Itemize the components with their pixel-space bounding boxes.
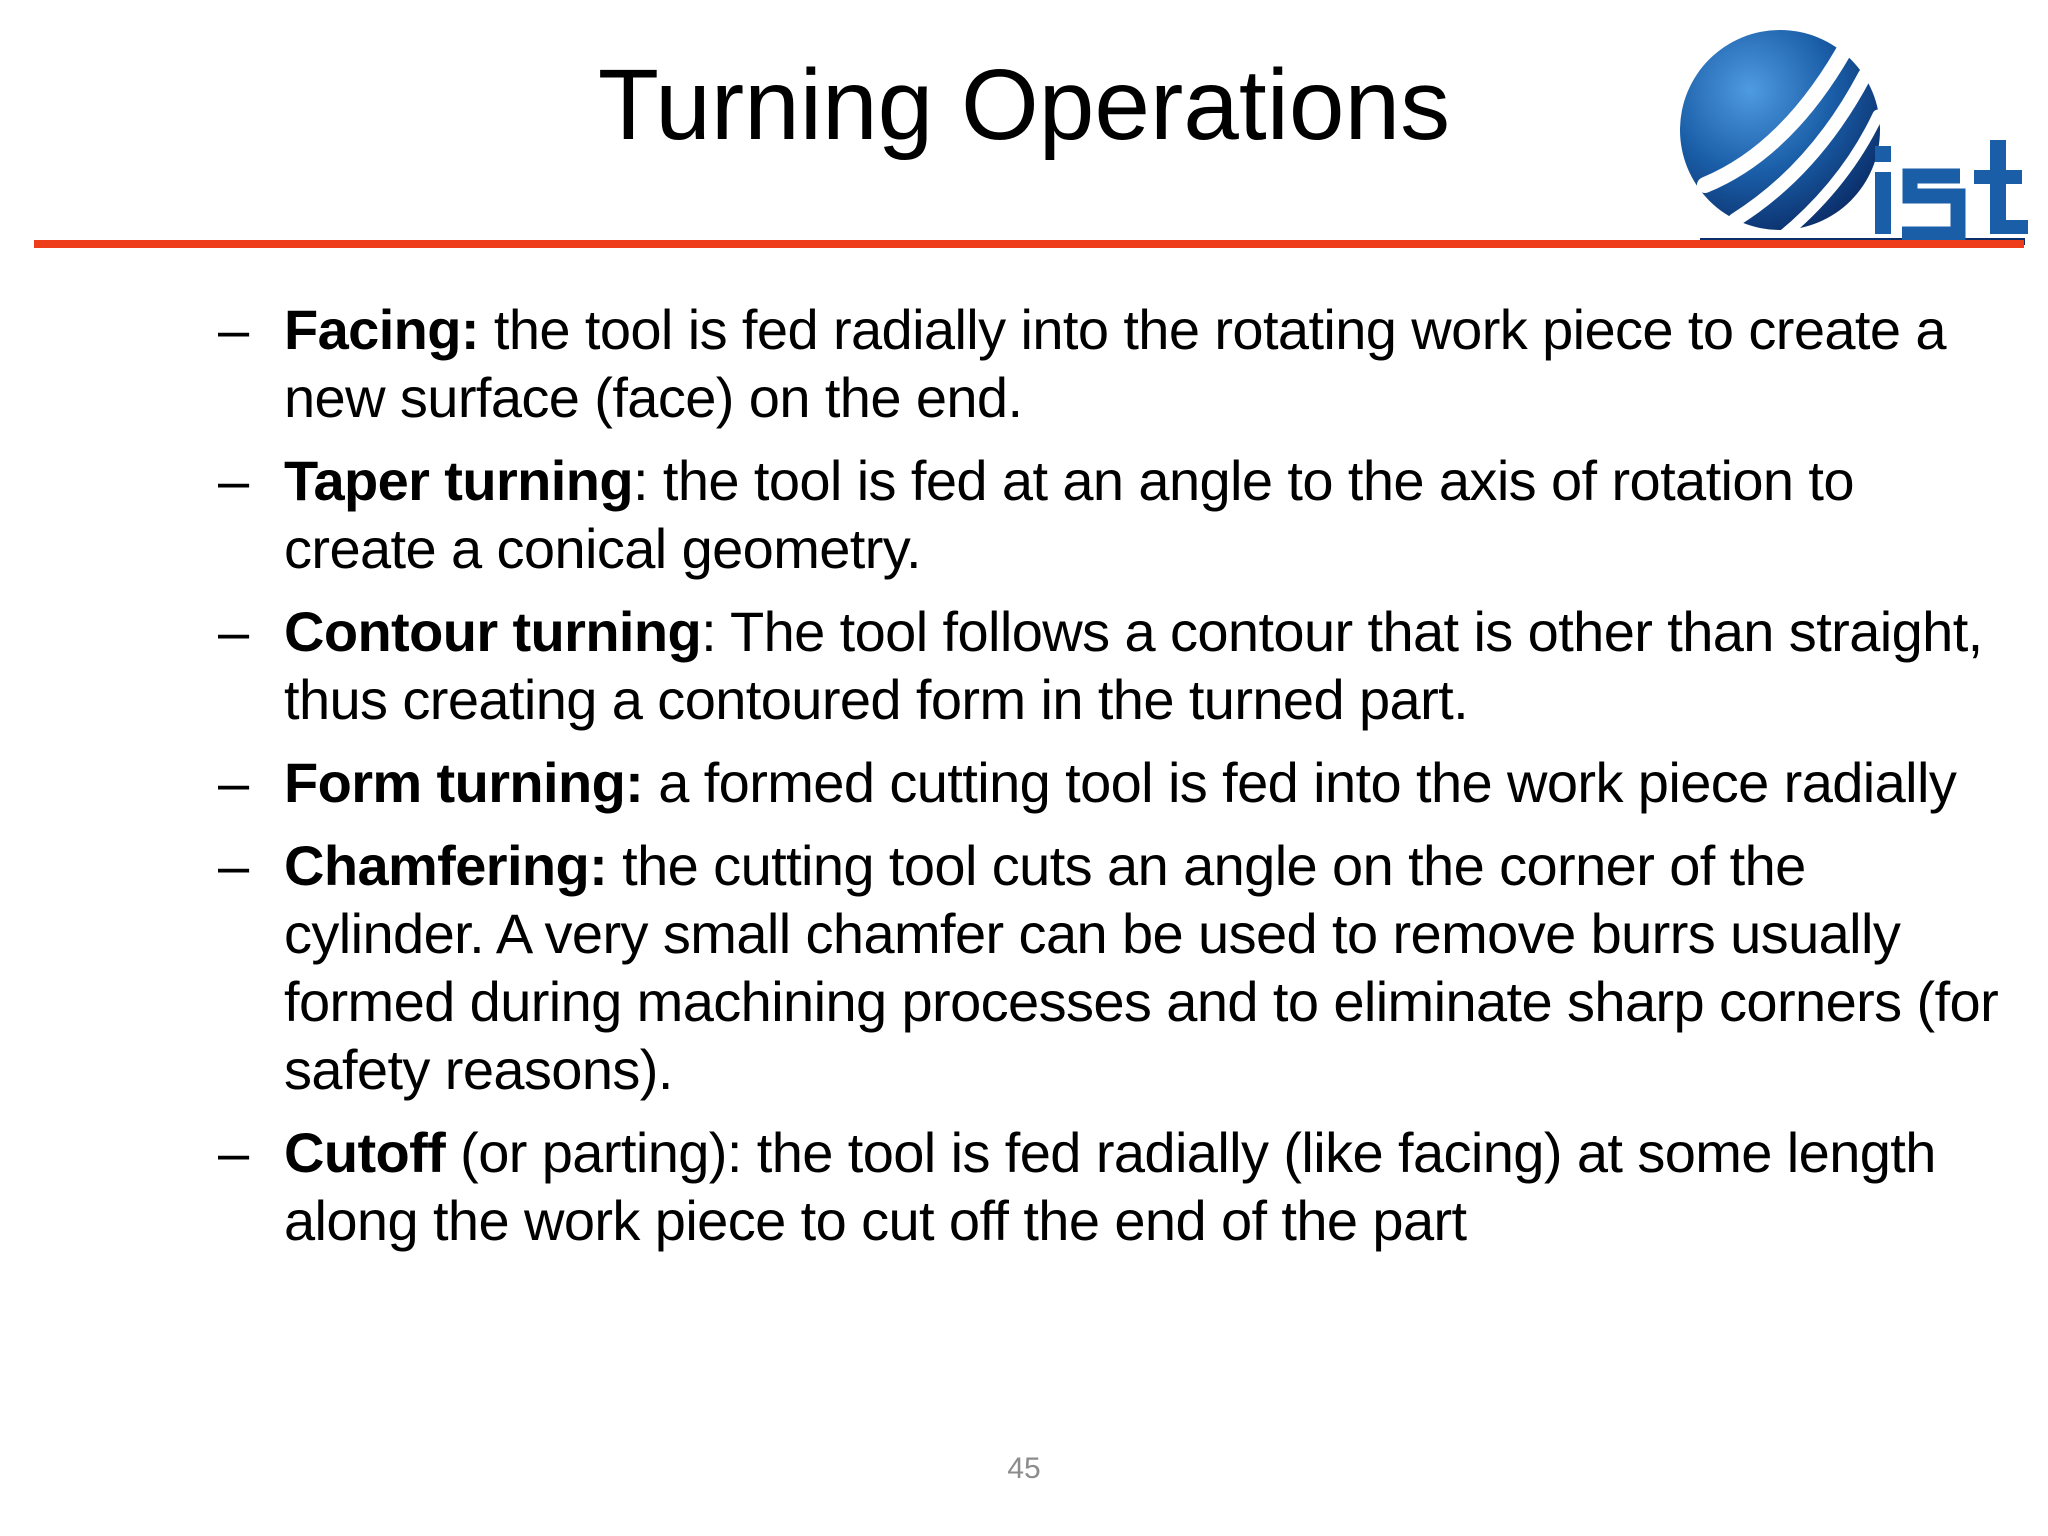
- slide-title: Turning Operations: [597, 49, 1451, 161]
- bullet-term: Contour turning: [284, 600, 702, 663]
- bullet-term: Chamfering:: [284, 834, 608, 897]
- bullet-marker: –: [218, 834, 249, 897]
- bullet-text: a formed cutting tool is fed into the work piece radially: [643, 751, 1957, 814]
- bullet-item-form-turning: [0, 749, 2048, 817]
- bullet-text: the cutting tool cuts an angle on the corner of the cylinder. A very small chamfer can be used to remove burrs usually formed during machining processes and to eliminate sharp corners (for safety reasons).: [284, 834, 1999, 1101]
- bullet-item-taper-turning: [0, 447, 2048, 583]
- bullet-marker: –: [218, 1121, 249, 1184]
- bullet-marker: –: [218, 751, 249, 814]
- ist-logo-icon: [1640, 20, 2040, 245]
- bullet-term: Facing:: [284, 298, 479, 361]
- bullet-term: Cutoff: [284, 1121, 446, 1184]
- bullet-term: Form turning:: [284, 751, 644, 814]
- bullet-text: the tool is fed radially into the rotating work piece to create a new surface (face) on the end.: [284, 298, 1946, 429]
- bullet-text: : the tool is fed at an angle to the axis of rotation to create a conical geometry.: [284, 449, 1854, 580]
- bullet-item-contour-turning: [0, 598, 2048, 734]
- bullet-text: (or parting): the tool is fed radially (like facing) at some length along the work piece to cut off the end of the part: [284, 1121, 1936, 1252]
- bullet-marker: –: [218, 449, 249, 512]
- page-number: 45: [1007, 1452, 1041, 1485]
- bullet-text: : The tool follows a contour that is other than straight, thus creating a contoured form in the turned part.: [284, 600, 1983, 731]
- bullet-item-chamfering: [0, 832, 2048, 1104]
- bullet-item-cutoff: [0, 1119, 2048, 1255]
- bullet-term: Taper turning: [284, 449, 633, 512]
- bullet-list: [0, 296, 2048, 1270]
- bullet-item-facing: [0, 296, 2048, 432]
- bullet-marker: –: [218, 298, 249, 361]
- bullet-marker: –: [218, 600, 249, 663]
- title-underline: [34, 240, 2024, 248]
